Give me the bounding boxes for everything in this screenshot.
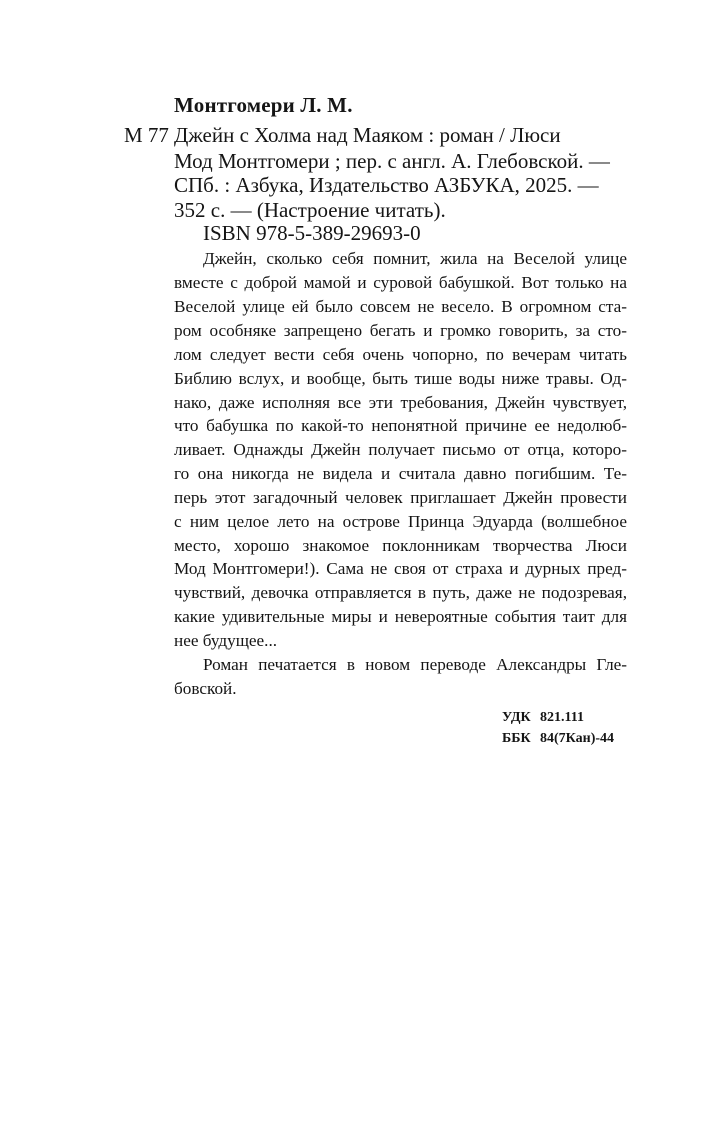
- annotation-line: Веселой улице ей было совсем не весело. В огромном ста-: [174, 297, 627, 316]
- udk-label: УДК: [502, 710, 531, 725]
- bibliographic-line: Джейн с Холма над Маяком : роман / Люси: [174, 123, 561, 147]
- annotation-line: чувствий, девочка отправляется в путь, даже не подозревая,: [174, 583, 627, 602]
- bibliographic-line: Мод Монтгомери ; пер. с англ. А. Глебовской. —: [174, 149, 610, 173]
- annotation-line: место, хорошо знакомое поклонникам творчества Люси: [174, 536, 627, 555]
- annotation-line: Джейн, сколько себя помнит, жила на Веселой улице: [203, 249, 627, 268]
- bibliographic-line: СПб. : Азбука, Издательство АЗБУКА, 2025. —: [174, 173, 599, 197]
- annotation-line: нее будущее...: [174, 631, 278, 650]
- annotation-line: Библию вслух, и вообще, быть тише воды ниже травы. Од-: [174, 369, 627, 388]
- call-code: М 77: [124, 123, 169, 147]
- bbk-value: 84(7Кан)-44: [540, 731, 615, 746]
- annotation-line: лом следует вести себя очень чопорно, по вечерам читать: [174, 345, 627, 364]
- annotation-line: ром особняке запрещено бегать и громко говорить, за сто-: [174, 321, 627, 340]
- annotation-line: что бабушка по какой-то непонятной причине ее недолюб-: [174, 416, 627, 435]
- isbn: ISBN 978-5-389-29693-0: [203, 221, 421, 245]
- annotation-line: го она никогда не видела и считала давно погибшим. Те-: [174, 464, 627, 483]
- udk-value: 821.111: [540, 710, 584, 725]
- bbk-code: [502, 731, 614, 747]
- bbk-label: ББК: [502, 731, 531, 746]
- annotation-line: Мод Монтгомери!). Сама не своя от страха и дурных пред-: [174, 559, 627, 578]
- annotation-line: какие удивительные миры и невероятные события таит для: [174, 607, 627, 626]
- translation-note-line: бовской.: [174, 679, 237, 698]
- translation-note-line: Роман печатается в новом переводе Александры Гле-: [203, 655, 627, 674]
- annotation-line: нако, даже исполняя все эти требования, Джейн чувствует,: [174, 393, 627, 412]
- annotation-line: с ним целое лето на острове Принца Эдуарда (волшебное: [174, 512, 627, 531]
- udk-code: [502, 710, 584, 726]
- bibliographic-line: 352 с. — (Настроение читать).: [174, 198, 446, 222]
- annotation-line: ливает. Однажды Джейн получает письмо от отца, которо-: [174, 440, 627, 459]
- annotation-line: вместе с доброй мамой и суровой бабушкой. Вот только на: [174, 273, 627, 292]
- annotation-line: перь этот загадочный человек приглашает Джейн провести: [174, 488, 627, 507]
- author-name: Монтгомери Л. М.: [174, 93, 353, 117]
